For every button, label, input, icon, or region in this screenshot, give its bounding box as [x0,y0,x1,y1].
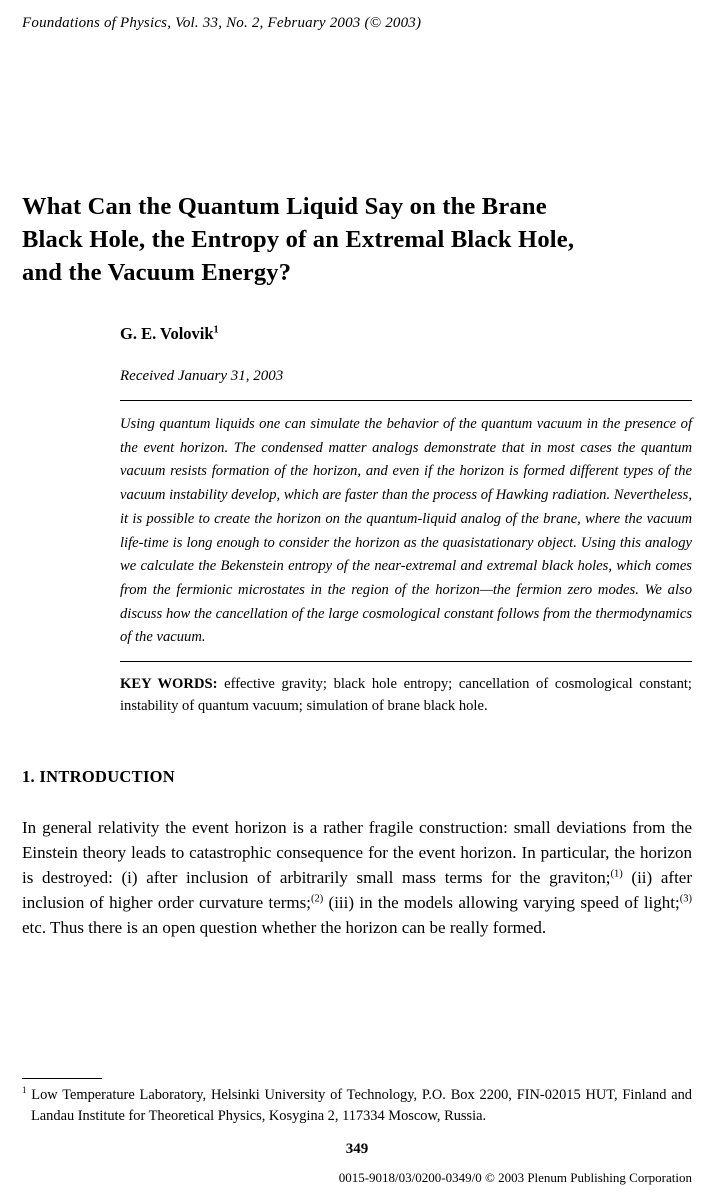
author-line [120,324,692,344]
keywords-label: KEY WORDS: [120,676,218,693]
author-footnote-marker: 1 [213,324,219,336]
footnote-divider-rule [22,1078,102,1079]
divider-rule-bottom [120,661,692,662]
abstract-text: Using quantum liquids one can simulate the behavior of the quantum vacuum in the presence of the event horizon. The condensed matter analogs demonstrate that in most cases the quantum vacuum resists formation of the horizon, and even if the horizon is formed different types of the vacuum instability develop, which are faster than the process of Hawking radiation. Nevertheless, it is possible to create the horizon on the quantum-liquid analog of the brane, where the vacuum life-time is long enough to consider the horizon as the quasistationary object. Using this analogy we calculate the Bekenstein entropy of the near-extremal and extremal black holes, which comes from the fermionic microstates in the region of the horizon—the fermion zero modes. We also discuss how the cancellation of the large cosmological constant follows from the thermodynamics of the vacuum. [120,416,692,646]
received-date: Received January 31, 2003 [120,368,284,384]
front-matter-block [120,289,692,717]
page-number: 349 [345,1141,369,1157]
page-footer [22,1078,692,1186]
reference-marker-3: (3) [679,893,692,905]
section-heading-introduction: 1. INTRODUCTION [22,767,176,787]
journal-header: Foundations of Physics, Vol. 33, No. 2, February 2003 (© 2003) [22,15,422,31]
paper-title [22,190,692,289]
copyright-line: 0015-9018/03/0200-0349/0 © 2003 Plenum Publishing Corporation [338,1170,692,1185]
intro-text-segment: In general relativity the event horizon is a rather fragile construction: small deviations from the Einstein theory leads to catastrophic consequence for the event horizon. In particular, the horizon is destroyed: (i) after inclusion of arbitrarily small mass terms for the graviton; [22,818,692,888]
intro-paragraph [22,815,692,940]
divider-rule-top [120,400,692,401]
reference-marker-1: (1) [610,868,623,880]
author-name: G. E. Volovik [120,324,214,343]
reference-marker-2: (2) [310,893,324,905]
intro-text-segment: (ii) after inclusion of higher order curvature terms; [22,868,693,913]
footnote [22,1085,692,1126]
footnote-text: Low Temperature Laboratory, Helsinki University of Technology, P.O. Box 2200, FIN-02015 HUT, Finland and Landau Institute for Theoretical Physics, Kosygina 2, 117334 Moscow, Russia. [26,1087,692,1124]
paper-title-line-3: and the Vacuum Energy? [22,259,292,286]
keywords-paragraph [120,673,692,717]
footnote-marker: 1 [22,1085,27,1096]
keywords-text: effective gravity; black hole entropy; cancellation of cosmological constant; instability of quantum vacuum; simulation of brane black hole. [120,676,692,715]
intro-text-segment: (iii) in the models allowing varying speed of light; [323,893,680,913]
paper-title-line-1: What Can the Quantum Liquid Say on the Brane [22,193,547,220]
intro-text-segment: etc. Thus there is an open question whether the horizon can be really formed. [22,918,547,938]
paper-title-line-2: Black Hole, the Entropy of an Extremal Black Hole, [22,226,575,253]
